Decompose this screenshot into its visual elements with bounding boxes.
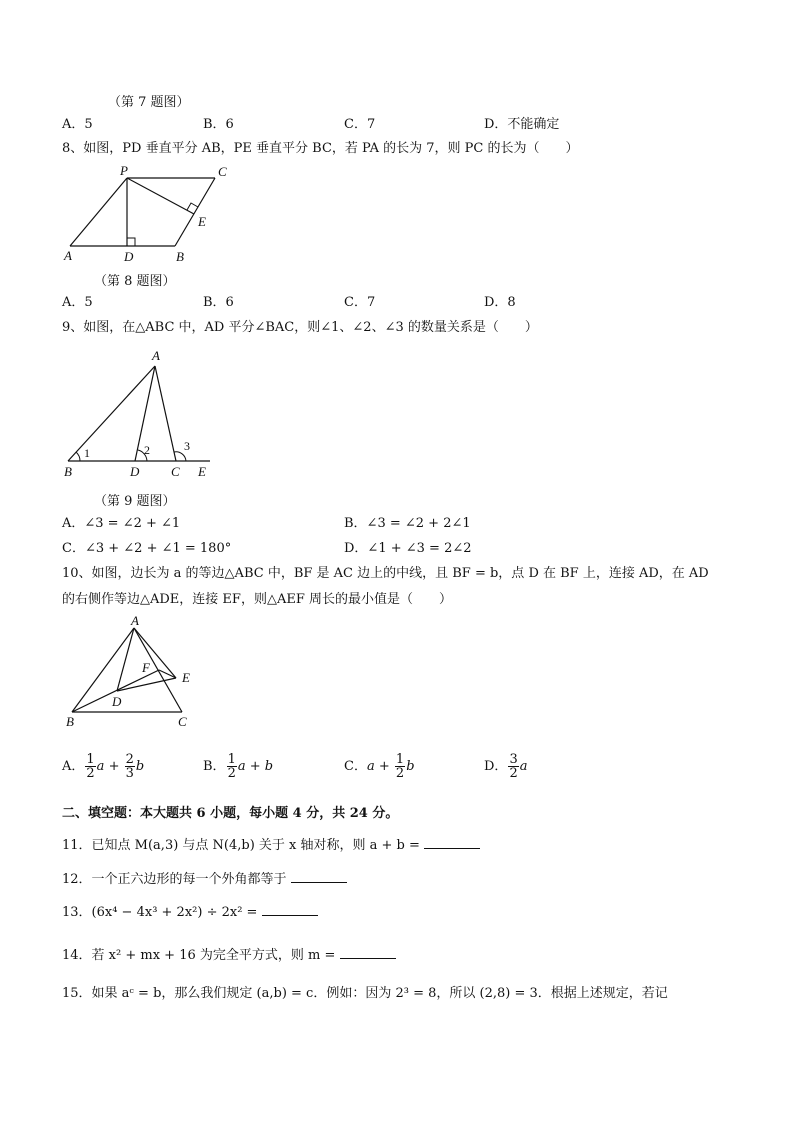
q8-figure <box>60 160 230 270</box>
q7-option-c: C．7 <box>344 117 376 132</box>
label-c: C <box>171 464 180 479</box>
q9-figure <box>60 346 220 486</box>
q12-text: 12．一个正六边形的每一个外角都等于 <box>62 872 287 887</box>
segment-ap <box>70 178 127 246</box>
q9-stem: 9、如图，在△ABC 中，AD 平分∠BAC，则∠1、∠2、∠3 的数量关系是（ ） <box>62 320 538 335</box>
option-prefix: A． <box>62 759 85 774</box>
segment-ad <box>117 628 134 691</box>
q8-option-a: A．5 <box>62 295 93 310</box>
q9-caption: （第 9 题图） <box>94 494 176 509</box>
option-prefix: B． <box>203 759 226 774</box>
label-p: P <box>120 163 128 178</box>
label-b: B <box>176 249 184 264</box>
label-d: D <box>130 464 140 479</box>
segment-ac <box>155 366 176 461</box>
q9-option-a: A．∠3 = ∠2 + ∠1 <box>62 516 181 531</box>
label-d: D <box>112 694 122 709</box>
q15-text: 15．如果 aᶜ = b，那么我们规定 (a,b) = c．例如：因为 2³ = 8，所以 (2,8) = 3．根据上述规定，若记 <box>62 986 668 1001</box>
option-prefix: D． <box>484 759 508 774</box>
q8-option-d: D．8 <box>484 295 516 310</box>
q12-answer-blank <box>291 870 347 883</box>
label-f: F <box>142 660 150 675</box>
q7-option-d: D．不能确定 <box>484 117 560 132</box>
q10-figure <box>62 614 207 734</box>
q11-answer-blank <box>424 836 480 849</box>
segment-cb <box>175 178 215 246</box>
q14-row <box>62 946 396 964</box>
q8-option-c: C．7 <box>344 295 376 310</box>
q13-text: 13．(6x⁴ − 4x³ + 2x²) ÷ 2x² = <box>62 905 258 920</box>
q9-option-b: B．∠3 = ∠2 + 2∠1 <box>344 516 471 531</box>
segment-ab <box>68 366 155 461</box>
q9-option-d: D．∠1 + ∠3 = 2∠2 <box>344 541 472 556</box>
label-b: B <box>64 464 72 479</box>
label-e: E <box>182 670 190 685</box>
segment-de <box>117 678 176 691</box>
q11-row <box>62 836 480 854</box>
q7-option-b: B．6 <box>203 117 234 132</box>
angle-1-arc <box>76 452 80 461</box>
q10-stem-line1: 10、如图，边长为 a 的等边△ABC 中，BF 是 AC 边上的中线，且 BF = b，点 D 在 BF 上，连接 AD，在 AD <box>62 566 709 581</box>
q8-stem: 8、如图，PD 垂直平分 AB，PE 垂直平分 BC，若 PA 的长为 7，则 PC 的长为（ ） <box>62 141 579 156</box>
q10-stem-line2: 的右侧作等边△ADE，连接 EF，则△AEF 周长的最小值是（ ） <box>62 592 452 607</box>
section-heading-fill-in: 二、填空题：本大题共 6 小题，每小题 4 分，共 24 分。 <box>62 806 399 821</box>
q10-option-d: D． $\frac{3}{2}$ a <box>484 752 528 781</box>
segment-ae <box>134 628 176 678</box>
q9-option-c: C．∠3 + ∠2 + ∠1 = 180° <box>62 541 232 556</box>
q7-option-a: A．5 <box>62 117 93 132</box>
right-angle-d <box>127 238 135 246</box>
q13-answer-blank <box>262 903 318 916</box>
q13-row <box>62 903 318 921</box>
q10-option-b: B． $\frac{1}{2}$ a + b <box>203 752 274 781</box>
label-a: A <box>131 613 139 628</box>
q11-text: 11．已知点 M(a,3) 与点 N(4,b) 关于 x 轴对称，则 a + b = <box>62 838 420 853</box>
q8-caption: （第 8 题图） <box>94 274 176 289</box>
q10-option-a: A． $\frac{1}{2}$ a + $\frac{2}{3}$ b <box>62 752 145 781</box>
q12-row <box>62 870 347 888</box>
q10-option-c: C．a + $\frac{1}{2}$ b <box>344 752 415 781</box>
label-angle-2: 2 <box>144 443 150 457</box>
label-b: B <box>66 714 74 729</box>
label-angle-1: 1 <box>84 446 90 460</box>
label-c: C <box>178 714 187 729</box>
option-prefix: C． <box>344 759 367 774</box>
q7-caption: （第 7 题图） <box>108 95 190 110</box>
segment-ab <box>72 628 134 712</box>
q14-answer-blank <box>340 946 396 959</box>
label-d: D <box>124 249 134 264</box>
label-e: E <box>198 464 206 479</box>
label-angle-3: 3 <box>184 439 190 453</box>
label-c: C <box>218 164 227 179</box>
label-a: A <box>64 248 72 263</box>
label-e: E <box>198 214 206 229</box>
label-a: A <box>152 348 160 363</box>
q14-text: 14．若 x² + mx + 16 为完全平方式，则 m = <box>62 948 336 963</box>
segment-pe <box>127 178 194 214</box>
q8-option-b: B．6 <box>203 295 234 310</box>
